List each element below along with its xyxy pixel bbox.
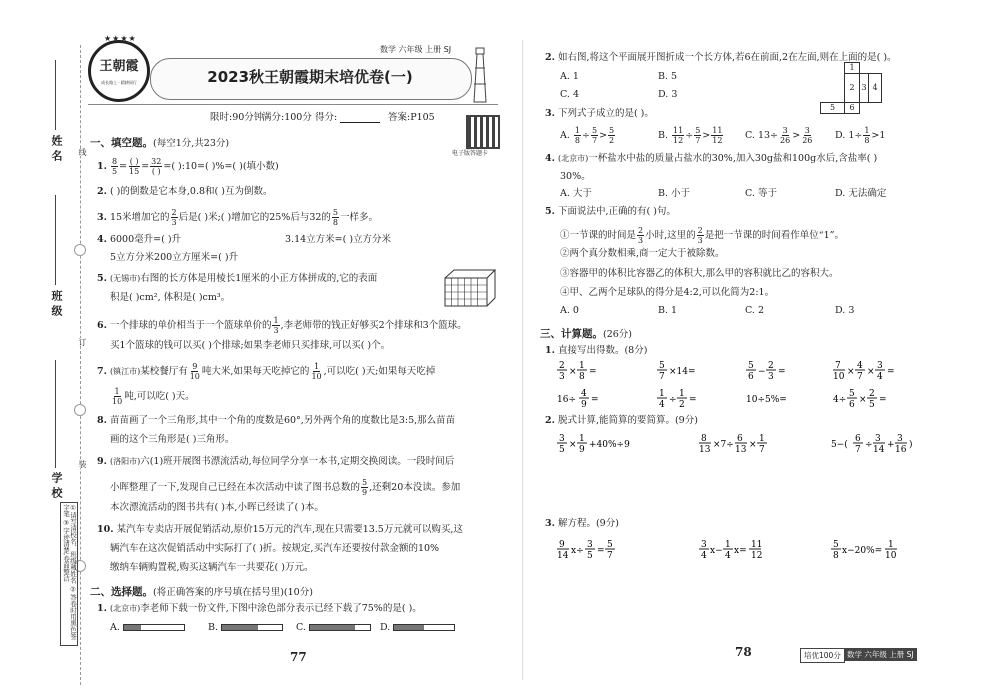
choice-3-option-b[interactable]: B. $\frac{11}{12}$ ÷ $\frac{5}{7}$ > $\frac{11}{12}$ (658, 126, 723, 145)
svg-text:4: 4 (701, 551, 707, 561)
svg-text:=: = (597, 546, 605, 556)
time-limit: 限时:90分钟 (210, 112, 264, 123)
svg-text:14: 14 (873, 445, 885, 455)
svg-text:9: 9 (579, 445, 585, 455)
seal-dot-icon (74, 244, 86, 256)
q-num: 2. (545, 52, 555, 63)
title-underline (88, 104, 498, 105)
question-6b: 买1个篮球的钱可以买( )个排球;如果李老师只买排球,可以买( )个。 (110, 340, 391, 351)
svg-text:2: 2 (559, 361, 565, 371)
svg-text:8: 8 (833, 551, 839, 561)
seal-word-2: 订 (78, 338, 87, 346)
fraction: $\frac{( )}{15}$ (129, 157, 140, 176)
svg-text:4: 4 (857, 361, 863, 371)
question-10: 10. 某汽车专卖店开展促销活动,原价15万元的汽车,现在只需要13.5万元就可以购买,这 (97, 524, 463, 535)
q-num: 3. (545, 518, 555, 529)
svg-text:8: 8 (579, 372, 585, 382)
svg-text:+: + (887, 440, 895, 450)
cube-net-figure: 1 2 3 4 5 6 (820, 62, 880, 118)
lighthouse-icon (468, 44, 492, 104)
full-score: 满分:100分 (262, 112, 312, 123)
seal-word-3: 装 (78, 460, 87, 468)
svg-text:x÷: x÷ (571, 546, 584, 556)
calc-1-expr-5 (556, 388, 626, 414)
binding-line (80, 45, 81, 685)
svg-text:3: 3 (875, 434, 881, 444)
section-calc-title (540, 326, 632, 341)
question-8: 8. 苗苗画了一个三角形,其中一个角的度数是60°,另外两个角的度数比是3:5,那么苗苗 (97, 415, 456, 426)
svg-text:3: 3 (559, 434, 565, 444)
svg-text:1: 1 (725, 540, 731, 550)
choice-4: 4. (北京市)一杯盐水中盐的质量占盐水的30%,加入30g盐和100g水后,含盐率( ) (545, 153, 878, 164)
svg-text:5: 5 (748, 361, 754, 371)
svg-text:3: 3 (587, 540, 593, 550)
svg-text:10: 10 (833, 372, 845, 382)
choice-1: 1. (北京市)李老师下载一份文件,下图中涂色部分表示已经下载了75%的是( )。 (97, 603, 422, 614)
svg-text:4: 4 (877, 372, 883, 382)
page-number-left: 77 (290, 650, 307, 664)
choice-5: 5. 下面说法中,正确的有( )句。 (545, 206, 676, 217)
choice-2-option-c[interactable]: C. 4 (560, 89, 580, 100)
choice-2-option-a[interactable]: A. 1 (560, 71, 579, 82)
svg-text:9: 9 (581, 400, 587, 410)
q-num: 4. (97, 234, 107, 245)
q-num: 3. (545, 108, 555, 119)
svg-text:5: 5 (869, 400, 875, 410)
calc-2-expr-3 (830, 432, 930, 460)
svg-text:1: 1 (659, 389, 665, 399)
svg-text:1: 1 (888, 540, 894, 550)
class-field[interactable] (55, 195, 56, 285)
svg-text:x−20%=: x−20%= (842, 546, 883, 556)
svg-text:6: 6 (737, 434, 743, 444)
svg-text:7: 7 (759, 445, 765, 455)
svg-text:5: 5 (607, 540, 613, 550)
section-calc-note: (26分) (603, 329, 633, 340)
calc-3: 3. 解方程。(9分) (545, 518, 619, 529)
exam-tips: ①请写清校名、班级和姓名 ②答卷时用黑色签字笔 ③字迹清楚,卷面整洁 (60, 502, 78, 646)
svg-text:x−: x− (710, 546, 723, 556)
section-fill-title (90, 135, 229, 150)
q-num: 1. (545, 345, 555, 356)
svg-text:16÷: 16÷ (557, 395, 576, 405)
svg-text:5: 5 (587, 551, 593, 561)
calc-1-expr-8 (832, 388, 902, 414)
svg-text:5: 5 (559, 445, 565, 455)
svg-text:2: 2 (869, 389, 875, 399)
q-num: 6. (97, 320, 107, 331)
question-4b: 3.14立方米=( )立方分米 (285, 234, 392, 245)
svg-text:11: 11 (751, 540, 763, 550)
q-num: 5. (545, 206, 555, 217)
svg-text:4: 4 (581, 389, 587, 399)
svg-text:7: 7 (659, 372, 665, 382)
svg-text:7: 7 (857, 372, 863, 382)
choice-5-option-a[interactable]: A. 0 (560, 305, 579, 316)
question-7b: $\frac{1}{10}$ 吨,可以吃( )天。 (112, 387, 195, 406)
choice-4-option-d[interactable]: D. 无法确定 (835, 188, 887, 199)
seal-dot-icon (74, 404, 86, 416)
fraction: $\frac{1}{10}$ (112, 387, 123, 406)
fraction: $\frac{1}{3}$ (273, 316, 279, 335)
fraction: $\frac{32}{( )}$ (151, 157, 162, 176)
svg-text:5−(: 5−( (831, 440, 848, 450)
svg-text:13: 13 (735, 445, 747, 455)
svg-text:x=: x= (734, 546, 747, 556)
svg-text:12: 12 (751, 551, 763, 561)
question-10b: 辆汽车在这次促销活动中实际打了( )折。按规定,买汽车还要按付款金额的10% (110, 543, 440, 554)
fraction: $\frac{9}{10}$ (189, 362, 200, 381)
svg-text:×7÷: ×7÷ (713, 440, 734, 450)
page-title: 2023秋王朝霞期末培优卷(一) (207, 68, 413, 86)
q-num: 1. (97, 603, 107, 614)
svg-text:×: × (749, 440, 757, 450)
section-calc-label: 三、计算题。 (540, 328, 603, 340)
page-divider (522, 40, 523, 680)
svg-text:6: 6 (855, 434, 861, 444)
question-4c: 5立方分米200立方厘米=( )升 (110, 252, 239, 263)
svg-text:×: × (867, 367, 875, 377)
calc-1: 1. 直接写出得数。(8分) (545, 345, 648, 356)
svg-text:=: = (778, 367, 786, 377)
q-num: 10. (97, 524, 114, 535)
question-4: 4. 6000毫升=( )升 (97, 234, 182, 245)
svg-text:5: 5 (833, 540, 839, 550)
svg-text:10÷5%=: 10÷5%= (746, 395, 787, 405)
seal-word-1: 线 (78, 148, 87, 156)
svg-text:×14=: ×14= (669, 367, 696, 377)
q-num: 3. (97, 212, 107, 223)
svg-text:8: 8 (701, 434, 707, 444)
qr-code-icon[interactable] (466, 115, 500, 149)
choice-2: 2. 如右图,将这个平面展开图折成一个长方体,若6在前面,2在左面,则在上面的是( )。 (545, 52, 897, 63)
svg-text:3: 3 (701, 540, 707, 550)
subject-line: 数学 六年级 上册 SJ (380, 45, 452, 54)
choice-3-option-c[interactable]: C. 13÷ $\frac{3}{26}$ > $\frac{3}{26}$ (745, 126, 813, 145)
svg-text:13: 13 (699, 445, 711, 455)
choice-5-option-b[interactable]: B. 1 (658, 305, 678, 316)
q-num: 2. (545, 415, 555, 426)
svg-text:=: = (689, 395, 697, 405)
question-9c: 本次漂流活动的图书共有( )本,小晖已经读了( )本。 (110, 502, 324, 513)
svg-text:4÷: 4÷ (833, 395, 847, 405)
logo-stars-icon: ★★★★ (104, 34, 137, 43)
svg-text:×: × (569, 440, 577, 450)
fraction: $\frac{1}{10}$ (311, 362, 322, 381)
svg-text:4: 4 (659, 400, 665, 410)
question-7: 7. (镇江市)某校餐厅有 $\frac{9}{10}$ 吨大米,如果每天吃掉它的 $\frac{1}{10}$ ,可以吃( )天;如果每天吃掉 (97, 362, 436, 381)
q-num: 5. (97, 273, 107, 284)
equation-2 (698, 538, 788, 566)
calc-2: 2. 脱式计算,能简算的要简算。(9分) (545, 415, 698, 426)
svg-text:14: 14 (557, 551, 569, 561)
logo-name: 王朝霞 (99, 59, 139, 74)
choice-3-option-d[interactable]: D. 1÷ $\frac{1}{8}$ >1 (835, 126, 886, 145)
section-choice-title (90, 584, 313, 599)
question-5b: 积是( )cm², 体积是( )cm³。 (110, 292, 231, 303)
equation-3 (830, 538, 920, 566)
svg-text:9: 9 (559, 540, 565, 550)
svg-text:1: 1 (579, 361, 585, 371)
question-3: 3. 15米增加它的 $\frac{2}{3}$ 后是( )米;( )增加它的25%后与32的 $\frac{5}{8}$ 一样多。 (97, 208, 379, 227)
question-5: 5. (无锡市)右图的长方体是用棱长1厘米的小正方体拼成的,它的表面 (97, 273, 378, 284)
answer-ref: 答案:P105 (388, 112, 435, 123)
page-number-right: 78 (735, 645, 752, 659)
svg-text:=: = (591, 395, 599, 405)
svg-text:7: 7 (607, 551, 613, 561)
choice-5-option-c[interactable]: C. 2 (745, 305, 765, 316)
section-choice-label: 二、选择题。 (90, 586, 153, 598)
choice-2-option-b[interactable]: B. 5 (658, 71, 678, 82)
q-text: ( )的倒数是它本身,0.8和( )互为倒数。 (109, 186, 273, 197)
score-label: 得分: (315, 112, 338, 123)
question-9: 9. (洛阳市)六(1)班开展图书漂流活动,每位同学分享一本书,定期交换阅读。一段时间后 (97, 456, 455, 467)
fraction: $\frac{5}{8}$ (332, 208, 339, 227)
svg-text:3: 3 (559, 372, 565, 382)
calc-1-expr-6 (656, 388, 716, 414)
section-fill-note: (每空1分,共23分) (153, 138, 230, 149)
logo-badge (88, 40, 150, 102)
calc-1-expr-7 (745, 388, 815, 414)
choice-4-option-b[interactable]: B. 小于 (658, 188, 691, 199)
qr-caption: 电子版答题卡 (452, 150, 489, 157)
choice-5-option-d[interactable]: D. 3 (835, 305, 855, 316)
name-field[interactable] (55, 60, 56, 130)
question-8b: 画的这个三角形是( )三角形。 (110, 434, 235, 445)
q-num: 1. (97, 161, 107, 172)
q-num: 8. (97, 415, 107, 426)
statement-4: ④甲、乙两个足球队的得分是4:2,可以化简为2:1。 (560, 287, 775, 298)
svg-text:5: 5 (849, 389, 855, 399)
calc-1-expr-1 (556, 360, 616, 386)
choice-1-option-d[interactable]: D. (380, 622, 455, 634)
question-2 (97, 186, 272, 198)
cuboid-figure (444, 268, 496, 308)
school-label: 学 校 (50, 472, 63, 498)
score-field[interactable] (340, 122, 380, 123)
svg-text:): ) (909, 440, 913, 450)
choice-3-option-a[interactable]: A. $\frac{1}{8}$ ÷ $\frac{5}{7}$ > $\frac{5}{2}$ (560, 126, 615, 145)
choice-1-option-a[interactable]: A. (110, 622, 185, 634)
svg-text:3: 3 (897, 434, 903, 444)
svg-text:16: 16 (895, 445, 907, 455)
fraction: $\frac{5}{9}$ (362, 478, 368, 497)
svg-text:4: 4 (725, 551, 731, 561)
svg-text:×: × (859, 395, 867, 405)
section-choice-note: (将正确答案的序号填在括号里)(10分) (153, 587, 313, 598)
q-num: 2. (97, 186, 107, 197)
svg-text:6: 6 (849, 400, 855, 410)
calc-2-expr-1 (556, 432, 656, 460)
question-1: 1. $\frac{8}{5}$ = $\frac{( )}{15}$ = $\frac{32}{( )}$ =( ):10=( )%=( )(填小数) (97, 157, 279, 176)
calc-1-expr-2 (656, 360, 726, 386)
q-num: 9. (97, 456, 107, 467)
svg-text:1: 1 (579, 434, 585, 444)
choice-4-option-a[interactable]: A. 大于 (560, 188, 592, 199)
choice-1-option-b[interactable]: B. (208, 622, 283, 634)
calc-1-expr-3 (745, 360, 815, 386)
statement-3: ③容器甲的体积比容器乙的体积大,那么甲的容积就比乙的容积大。 (560, 268, 839, 279)
question-9b: 小晖整理了一下,发现自己已经在本次活动中读了图书总数的 $\frac{5}{9}$ ,还剩20本没读。参加 (110, 478, 461, 497)
svg-text:2: 2 (679, 400, 685, 410)
section-fill-label: 一、填空题。 (90, 137, 153, 149)
svg-text:÷: ÷ (865, 440, 873, 450)
q-num: 4. (545, 153, 555, 164)
choice-2-option-d[interactable]: D. 3 (658, 89, 678, 100)
svg-text:1: 1 (679, 389, 685, 399)
svg-text:3: 3 (768, 372, 774, 382)
statement-2: ②两个真分数相乘,商一定大于被除数。 (560, 248, 725, 259)
fraction: $\frac{2}{3}$ (171, 208, 177, 227)
svg-text:−: − (758, 367, 766, 377)
svg-text:1: 1 (759, 434, 765, 444)
choice-4-option-c[interactable]: C. 等于 (745, 188, 777, 199)
fraction: $\frac{8}{5}$ (111, 157, 118, 176)
svg-text:7: 7 (835, 361, 841, 371)
svg-text:=: = (879, 395, 887, 405)
equation-1 (556, 538, 646, 566)
q-num: 7. (97, 366, 107, 377)
class-label: 班 级 (50, 290, 63, 316)
choice-1-option-c[interactable]: C. (296, 622, 371, 634)
footer-info: 数学 六年级 上册 SJ (844, 648, 917, 661)
svg-text:6: 6 (748, 372, 754, 382)
name-label: 姓 名 (50, 135, 63, 161)
svg-text:7: 7 (855, 445, 861, 455)
svg-text:5: 5 (659, 361, 665, 371)
school-field[interactable] (55, 360, 56, 468)
calc-1-expr-4 (832, 360, 912, 386)
svg-text:=: = (589, 367, 597, 377)
choice-4b: 30%。 (560, 171, 591, 182)
choice-3: 3. 下列式子成立的是( )。 (545, 108, 654, 119)
svg-text:2: 2 (768, 361, 774, 371)
statement-1: ①一节课的时间是 $\frac{2}{3}$ 小时,这里的 $\frac{2}{3}$ 是把一节课的时间看作单位“1”。 (560, 226, 844, 245)
svg-text:×: × (569, 367, 577, 377)
svg-text:=: = (887, 367, 895, 377)
svg-text:+40%÷9: +40%÷9 (589, 440, 630, 450)
svg-text:÷: ÷ (669, 395, 677, 405)
question-6: 6. 一个排球的单价相当于一个篮球单价的 $\frac{1}{3}$ ,李老师带的钱正好够买2个排球和3个篮球。 (97, 316, 467, 335)
calc-2-expr-2 (698, 432, 798, 460)
question-10c: 缴纳车辆购置税,购买这辆汽车一共要花( )万元。 (110, 562, 314, 573)
svg-text:3: 3 (877, 361, 883, 371)
svg-text:10: 10 (885, 551, 897, 561)
svg-text:×: × (847, 367, 855, 377)
footer-badge: 培优100分 (800, 648, 845, 663)
logo-small: 成长路上 · 精耕同行 (101, 80, 137, 85)
